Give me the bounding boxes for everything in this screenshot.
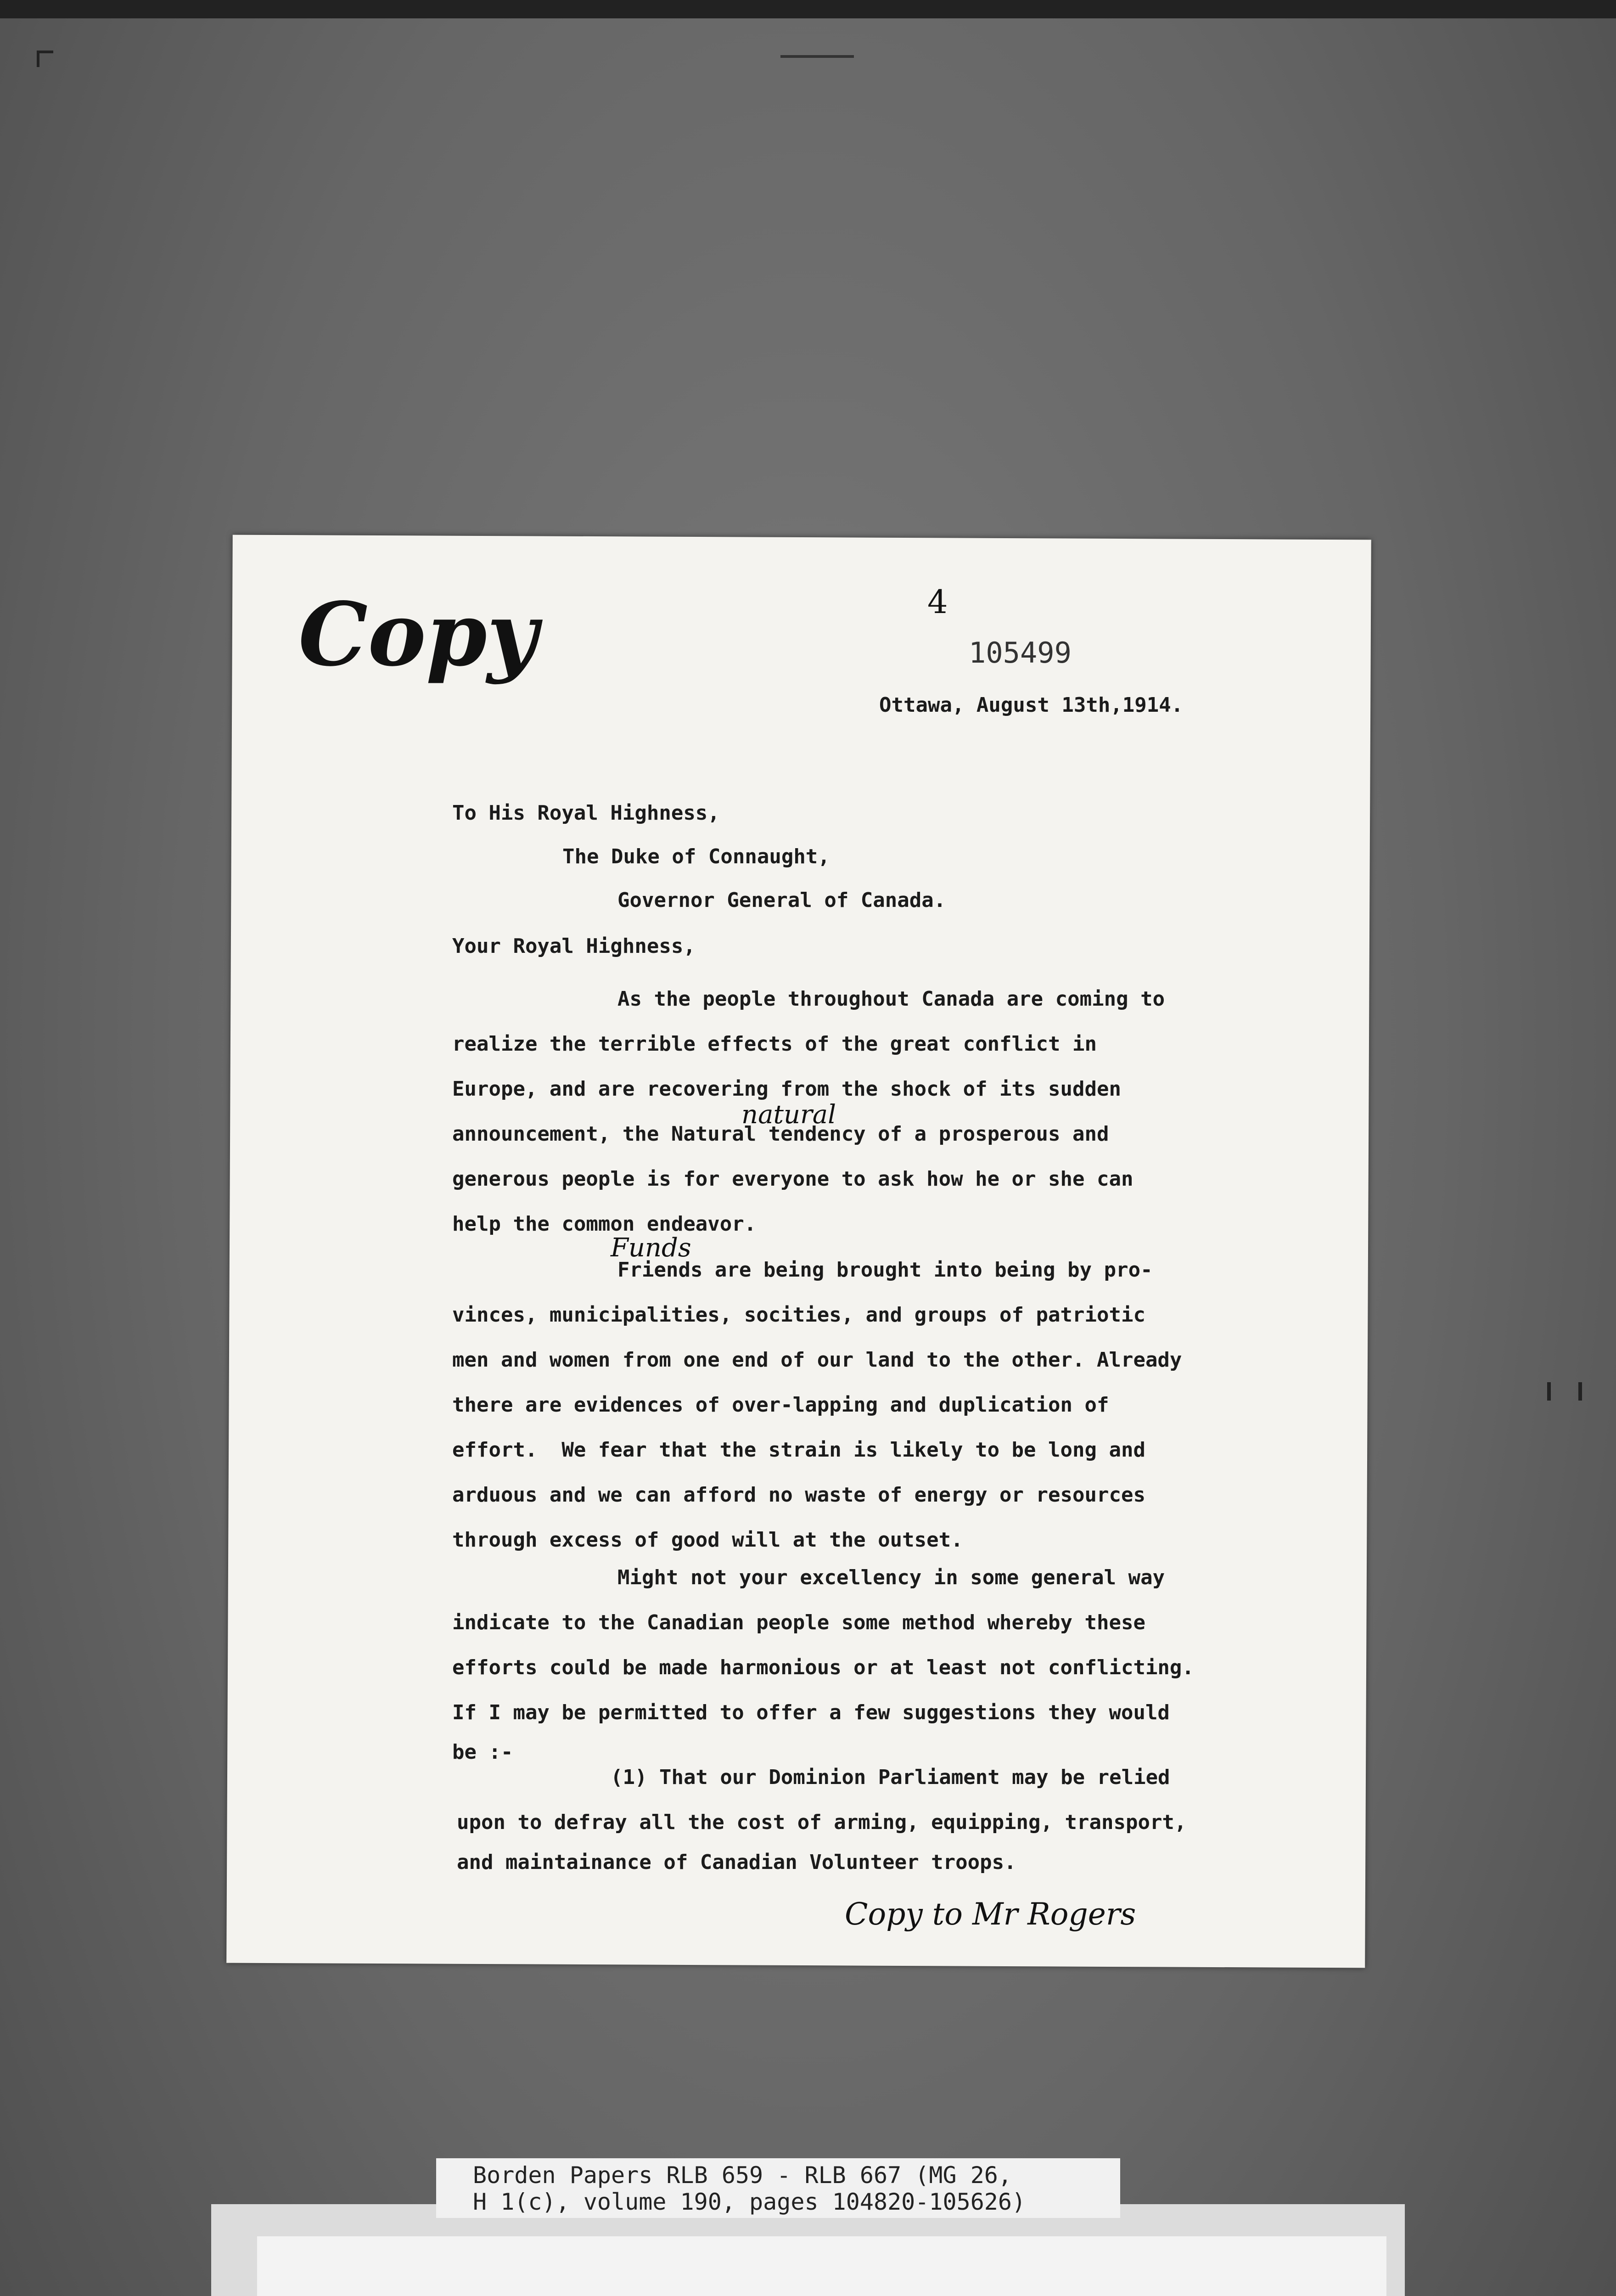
handwritten-insert-funds: Funds: [611, 1233, 691, 1263]
body-line: through excess of good will at the outset.: [452, 1528, 963, 1552]
body-line: generous people is for everyone to ask how he or she can: [452, 1167, 1133, 1191]
body-line: men and women from one end of our land to the other. Already: [452, 1348, 1182, 1372]
body-line: realize the terrible effects of the great conflict in: [452, 1032, 1097, 1056]
archive-reference-label: [436, 2158, 1120, 2218]
film-edge-mark: [1547, 1382, 1582, 1401]
archive-reference-line-1: Borden Papers RLB 659 - RLB 667 (MG 26,: [473, 2162, 1012, 2189]
body-line: arduous and we can afford no waste of energy or resources: [452, 1483, 1145, 1507]
address-line-2: The Duke of Connaught,: [562, 845, 830, 868]
salutation: Your Royal Highness,: [452, 934, 696, 958]
body-line: vinces, municipalities, socities, and groups of patriotic: [452, 1303, 1145, 1327]
body-line: Might not your excellency in some general way: [617, 1566, 1165, 1589]
date-line: Ottawa, August 13th,1914.: [879, 693, 1184, 717]
body-line: If I may be permitted to offer a few suggestions they would: [452, 1701, 1170, 1724]
address-line-1: To His Royal Highness,: [452, 801, 720, 825]
body-line: Friends are being brought into being by pro-: [617, 1258, 1153, 1282]
corner-crop-mark: [37, 51, 53, 67]
page-number: 4: [927, 583, 948, 621]
body-line: efforts could be made harmonious or at least not conflicting.: [452, 1656, 1194, 1679]
body-line: help the common endeavor.: [452, 1212, 757, 1236]
body-line: (1) That our Dominion Parliament may be relied: [611, 1766, 1170, 1789]
handwritten-insert-natural: natural: [741, 1100, 836, 1130]
address-line-3: Governor General of Canada.: [617, 889, 946, 912]
archive-stamp-face: [257, 2236, 1386, 2296]
body-line: announcement, the Natural tendency of a prosperous and: [452, 1122, 1109, 1146]
document-number: 105499: [969, 636, 1072, 670]
handwritten-footnote: Copy to Mr Rogers: [845, 1896, 1136, 1932]
letter-page: [226, 535, 1371, 1968]
film-tick-mark: [780, 55, 854, 58]
film-top-border: [0, 0, 1616, 18]
body-line: be :-: [452, 1740, 513, 1764]
body-line: and maintainance of Canadian Volunteer troops.: [457, 1851, 1016, 1874]
handwritten-copy-mark: Copy: [298, 583, 538, 686]
body-line: indicate to the Canadian people some method whereby these: [452, 1611, 1145, 1634]
archive-reference-line-2: H 1(c), volume 190, pages 104820-105626): [473, 2189, 1026, 2215]
body-line: effort. We fear that the strain is likely to be long and: [452, 1438, 1145, 1462]
body-line: Europe, and are recovering from the shock of its sudden: [452, 1077, 1121, 1101]
body-line: As the people throughout Canada are coming to: [617, 987, 1165, 1011]
body-line: there are evidences of over-lapping and duplication of: [452, 1393, 1109, 1417]
body-line: upon to defray all the cost of arming, equipping, transport,: [457, 1811, 1187, 1834]
